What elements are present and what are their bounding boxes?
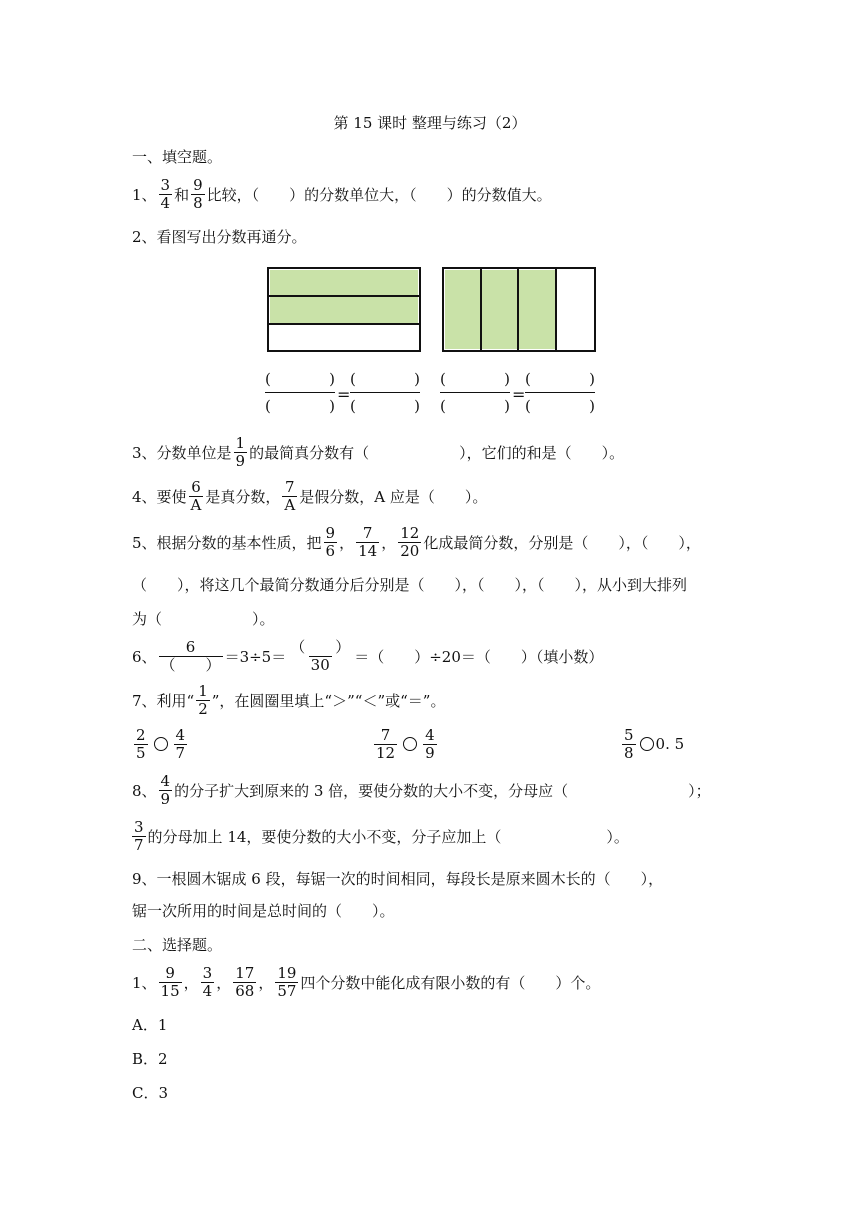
numerator: 1 [198, 681, 208, 700]
compare-circle[interactable] [154, 737, 168, 751]
denominator: 12 [376, 743, 396, 762]
q3-text: 的最简真分数有（ ），它们的和是（ ）。 [249, 443, 625, 462]
fraction-12-20 [398, 525, 421, 560]
blank-fraction[interactable]: ( ) ( ) [265, 370, 335, 415]
equals-sign: = [337, 385, 351, 404]
question-7 [132, 678, 445, 722]
denominator: 4 [202, 981, 213, 1000]
comma: ， [381, 533, 397, 552]
comma: ， [339, 533, 355, 552]
q8-prefix: 8、 [132, 781, 157, 800]
choice-question-1 [132, 960, 600, 1004]
compare-circle[interactable] [640, 737, 654, 751]
q4-text: 是假分数，A 应是（ ）。 [299, 487, 488, 506]
denominator: （ ） [160, 655, 221, 674]
option-b[interactable]: B．2 [132, 1049, 168, 1068]
compare-1 [132, 722, 189, 766]
q1-text: 比较，（ ）的分数单位大，（ ）的分数值大。 [206, 185, 552, 204]
equals-sign: = [512, 385, 526, 404]
question-6 [132, 634, 603, 678]
numerator: 6 [185, 637, 196, 656]
question-3 [132, 430, 624, 474]
denominator: 15 [160, 981, 180, 1000]
denominator: 30 [310, 655, 330, 674]
denominator: 9 [235, 451, 246, 470]
section-heading-choice: 二、选择题。 [132, 935, 223, 954]
comma: ， [216, 973, 232, 992]
denominator: 8 [193, 193, 203, 212]
question-5-line-2: （ ），将这几个最简分数通分后分别是（ ），（ ），（ ），从小到大排列 [132, 575, 688, 594]
denominator: 9 [425, 743, 435, 762]
numerator: 3 [202, 963, 213, 982]
blank-fraction[interactable]: ( ) ( ) [350, 370, 420, 415]
fraction-4-9 [159, 773, 173, 808]
q4-mid: 是真分数， [205, 487, 281, 506]
compare-circle[interactable] [403, 737, 417, 751]
fraction-9-6 [324, 525, 338, 560]
denominator: 57 [277, 981, 297, 1000]
compare-2 [372, 722, 439, 766]
fraction-17-68 [233, 965, 256, 1000]
fraction-6-blank [159, 639, 223, 674]
denominator: 20 [400, 541, 420, 560]
denominator: 14 [358, 541, 378, 560]
c1-prefix: 1、 [132, 973, 157, 992]
option-a[interactable]: A．1 [132, 1015, 168, 1034]
question-2: 2、看图写出分数再通分。 [132, 227, 307, 246]
fraction-9-15 [159, 965, 182, 1000]
comma: ， [258, 973, 274, 992]
denominator: 4 [160, 193, 171, 212]
question-9-line-2: 锯一次所用的时间是总时间的（ ）。 [132, 901, 395, 920]
question-5-line-1 [132, 520, 701, 564]
numerator: 12 [400, 523, 420, 542]
question-4 [132, 474, 487, 518]
numerator: 19 [277, 963, 297, 982]
q8-text-2: 的分母加上 14，要使分数的大小不变，分子应加上（ ）。 [147, 827, 629, 846]
q7-text: ”，在圆圈里填上“＞”“＜”或“＝”。 [211, 691, 446, 710]
fraction-7-14 [356, 525, 379, 560]
q5-prefix: 5、根据分数的基本性质，把 [132, 533, 322, 552]
q4-prefix: 4、要使 [132, 487, 187, 506]
question-8-line-2 [132, 814, 629, 858]
denominator: A [284, 495, 296, 514]
q8-text-1: 的分子扩大到原来的 3 倍，要使分数的大小不变，分母应（ ）； [174, 781, 711, 800]
denominator: 2 [198, 699, 208, 718]
question-5-line-3: 为（ ）。 [132, 609, 275, 628]
denominator: 7 [134, 835, 144, 854]
denominator: 68 [235, 981, 255, 1000]
numerator: 2 [136, 725, 146, 744]
numerator: 9 [165, 963, 175, 982]
numerator: 7 [362, 523, 373, 542]
q1-and: 和 [174, 185, 190, 204]
denominator: 7 [175, 743, 186, 762]
c1-text: 四个分数中能化成有限小数的有（ ）个。 [300, 973, 601, 992]
numerator: 3 [160, 175, 171, 194]
q6-prefix: 6、 [132, 647, 157, 666]
numerator: 1 [235, 433, 246, 452]
q7-prefix: 7、利用“ [132, 691, 195, 710]
fraction-blank-30 [288, 639, 352, 674]
numerator: 7 [380, 725, 391, 744]
q5-text-1: 化成最简分数，分别是（ ），（ ）， [423, 533, 701, 552]
numerator: 4 [175, 725, 186, 744]
numerator: 7 [285, 477, 295, 496]
denominator: A [190, 495, 202, 514]
fraction-3-7 [132, 819, 146, 854]
denominator: 5 [136, 743, 146, 762]
question-1 [132, 172, 552, 216]
fraction-3-4 [201, 965, 215, 1000]
fraction-1-9 [234, 435, 248, 470]
fraction-19-57 [275, 965, 298, 1000]
numerator: 9 [325, 523, 336, 542]
section-heading-fill: 一、填空题。 [132, 147, 223, 166]
option-c[interactable]: C．3 [132, 1083, 169, 1102]
numerator: 3 [134, 817, 144, 836]
fraction-6-A [189, 479, 204, 514]
denominator: 6 [325, 541, 336, 560]
fraction-1-2 [196, 683, 210, 718]
numerator: 6 [191, 477, 201, 496]
question-8-line-1 [132, 768, 711, 812]
compare-3 [620, 722, 684, 766]
question-9-line-1: 9、一根圆木锯成 6 段，每锯一次的时间相同，每段长是原来圆木长的（ ）， [132, 869, 664, 888]
q1-prefix: 1、 [132, 185, 157, 204]
numerator: 17 [235, 963, 255, 982]
fraction-7-A [282, 479, 297, 514]
blank-fraction[interactable]: ( ) ( ) [440, 370, 510, 415]
numerator: （ ） [290, 637, 351, 656]
denominator: 8 [624, 743, 634, 762]
numerator: 5 [624, 725, 634, 744]
q6-mid: ＝3÷5＝ [224, 647, 287, 666]
blank-fraction[interactable]: ( ) ( ) [525, 370, 595, 415]
numerator: 9 [193, 175, 203, 194]
fraction-9-8 [191, 177, 205, 212]
page-title: 第 15 课时 整理与练习（2） [333, 114, 527, 132]
numerator: 4 [425, 725, 435, 744]
numerator: 4 [160, 771, 171, 790]
q6-text: ＝（ ）÷20＝（ ）（填小数） [354, 647, 604, 666]
fraction-3-4 [159, 177, 173, 212]
comma: ， [183, 973, 199, 992]
q3-prefix: 3、分数单位是 [132, 443, 232, 462]
denominator: 9 [160, 789, 171, 808]
decimal-value: 0. 5 [655, 735, 685, 753]
